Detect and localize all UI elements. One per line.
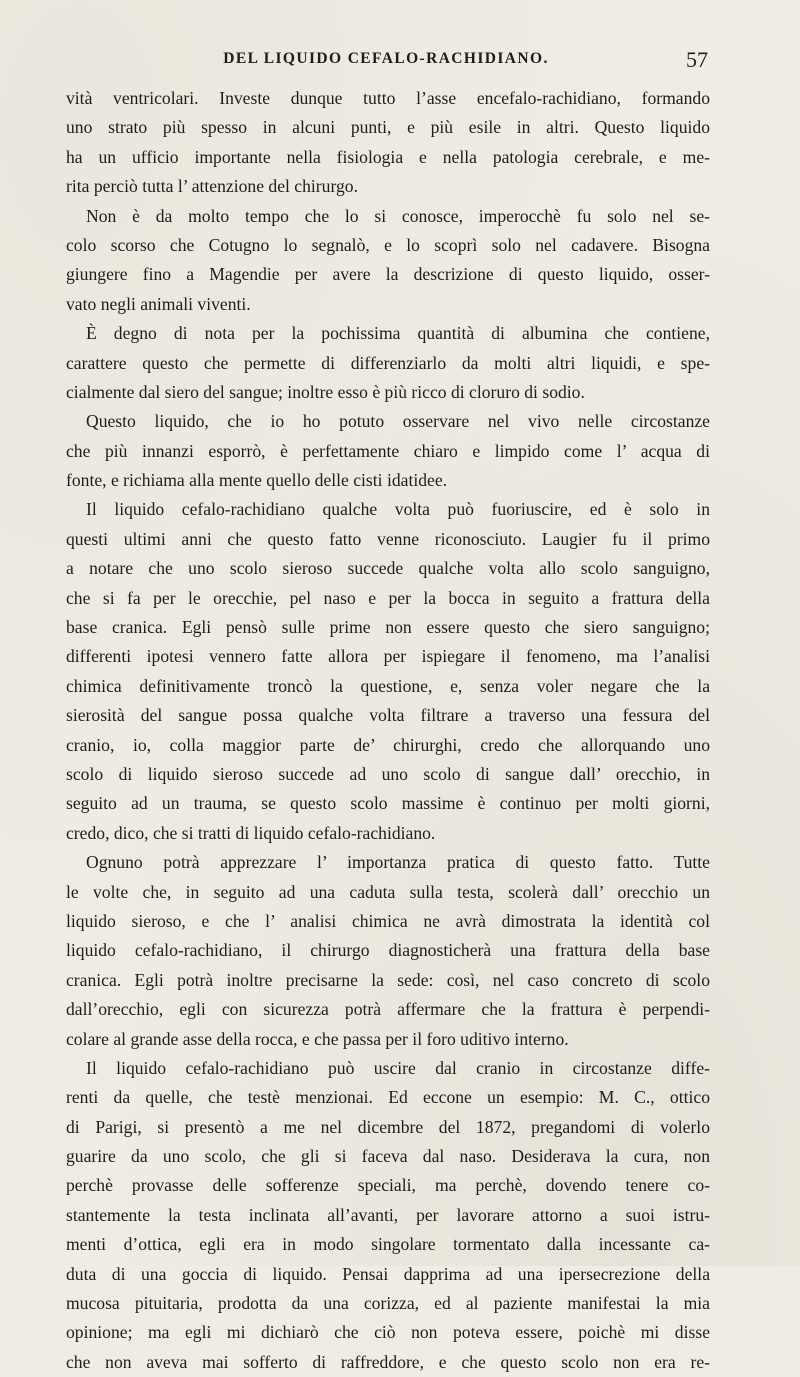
text-line: stantemente la testa inclinata all’avanti, per lavorare attorno a suoi istru- (66, 1204, 710, 1225)
text-line: uno strato più spesso in alcuni punti, e più esile in altri. Questo liquido (66, 117, 710, 138)
text-line: duta di una goccia di liquido. Pensai dapprima ad una ipersecrezione della (66, 1263, 710, 1284)
body-text (66, 84, 710, 1377)
text-line: credo, dico, che si tratti di liquido cefalo-rachidiano. (66, 822, 436, 843)
text-line: vità ventricolari. Investe dunque tutto l’asse encefalo-rachidiano, formando (66, 88, 710, 108)
text-line: fonte, e richiama alla mente quello delle cisti idatidee. (66, 470, 448, 491)
text-line: seguito ad un trauma, se questo scolo massime è continuo per molti giorni, (66, 793, 710, 814)
text-line: le volte che, in seguito ad una caduta sulla testa, scolerà dall’ orecchio un (66, 881, 710, 902)
text-line: guarire da uno scolo, che gli si faceva dal naso. Desiderava la cura, non (66, 1146, 710, 1167)
text-line: menti d’ottica, egli era in modo singolare tormentato dalla incessante ca- (66, 1234, 710, 1255)
paragraph (66, 495, 710, 848)
paragraph (66, 1054, 710, 1377)
page-header (66, 47, 708, 80)
text-line: È degno di nota per la pochissima quantità di albumina che contiene, (86, 323, 710, 344)
text-line: a notare che uno scolo sieroso succede qualche volta allo scolo sanguigno, (66, 558, 710, 579)
text-line: Questo liquido, che io ho potuto osservare nel vivo nelle circostanze (86, 411, 710, 432)
text-line: colare al grande asse della rocca, e che passa per il foro uditivo interno. (66, 1028, 569, 1049)
text-line: giungere fino a Magendie per avere la descrizione di questo liquido, osser- (66, 264, 710, 285)
text-line: Il liquido cefalo-rachidiano può uscire dal cranio in circostanze diffe- (86, 1057, 710, 1078)
text-line: Non è da molto tempo che lo si conosce, imperocchè fu solo nel se- (86, 205, 710, 226)
page-number: 57 (686, 47, 708, 72)
text-line: Ognuno potrà apprezzare l’ importanza pratica di questo fatto. Tutte (86, 852, 710, 873)
text-line: dall’orecchio, egli con sicurezza potrà affermare che la frattura è perpendi- (66, 999, 710, 1020)
text-line: cranica. Egli potrà inoltre precisarne la sede: così, nel caso concreto di scolo (66, 969, 710, 990)
text-line: liquido sieroso, e che l’ analisi chimica ne avrà dimostrata la identità col (66, 910, 710, 931)
text-line: renti da quelle, che testè menzionai. Ed eccone un esempio: M. C., ottico (66, 1087, 710, 1108)
text-line: differenti ipotesi vennero fatte allora per ispiegare il fenomeno, ma l’analisi (66, 646, 710, 667)
text-line: di Parigi, si presentò a me nel dicembre del 1872, pregandomi di volerlo (66, 1116, 710, 1137)
text-line: vato negli animali viventi. (66, 293, 251, 314)
text-line: cialmente dal siero del sangue; inoltre esso è più ricco di cloruro di sodio. (66, 381, 585, 402)
text-line: cranio, io, colla maggior parte de’ chirurghi, credo che allorquando uno (66, 734, 710, 755)
text-line: scolo di liquido sieroso succede ad uno scolo di sangue dall’ orecchio, in (66, 763, 710, 784)
text-line: che non aveva mai sofferto di raffreddore, e che questo scolo non era re- (66, 1351, 710, 1372)
paragraph (66, 84, 710, 202)
text-line: colo scorso che Cotugno lo segnalò, e lo scoprì solo nel cadavere. Bisogna (66, 234, 710, 255)
text-line: che si fa per le orecchie, pel naso e per la bocca in seguito a frattura della (66, 587, 710, 608)
paragraph (66, 407, 710, 495)
text-line: sierosità del sangue possa qualche volta filtrare a traverso una fessura del (66, 705, 710, 726)
paragraph (66, 848, 710, 1054)
text-line: carattere questo che permette di differenziarlo da molti altri liquidi, e spe- (66, 352, 710, 373)
text-line: base cranica. Egli pensò sulle prime non essere questo che siero sanguigno; (66, 617, 710, 638)
text-line: questi ultimi anni che questo fatto venne riconosciuto. Laugier fu il primo (66, 528, 710, 549)
text-line: perchè provasse delle sofferenze speciali, ma perchè, dovendo tenere co- (66, 1175, 710, 1196)
paragraph (66, 319, 710, 407)
text-line: chimica definitivamente troncò la questione, e, senza voler negare che la (66, 675, 710, 696)
text-line: Il liquido cefalo-rachidiano qualche volta può fuoriuscire, ed è solo in (86, 499, 710, 520)
text-line: ha un ufficio importante nella fisiologia e nella patologia cerebrale, e me- (66, 146, 710, 167)
text-line: che più innanzi esporrò, è perfettamente chiaro e limpido come l’ acqua di (66, 440, 710, 461)
text-line: liquido cefalo-rachidiano, il chirurgo diagnosticherà una frattura della base (66, 940, 710, 961)
running-title: DEL LIQUIDO CEFALO-RACHIDIANO. (223, 50, 549, 67)
text-line: mucosa pituitaria, prodotta da una corizza, ed al paziente manifestai la mia (66, 1293, 710, 1314)
text-line: opinione; ma egli mi dichiarò che ciò non poteva essere, poichè mi disse (66, 1322, 710, 1343)
text-line: rita perciò tutta l’ attenzione del chirurgo. (66, 176, 358, 197)
paragraph (66, 202, 710, 320)
